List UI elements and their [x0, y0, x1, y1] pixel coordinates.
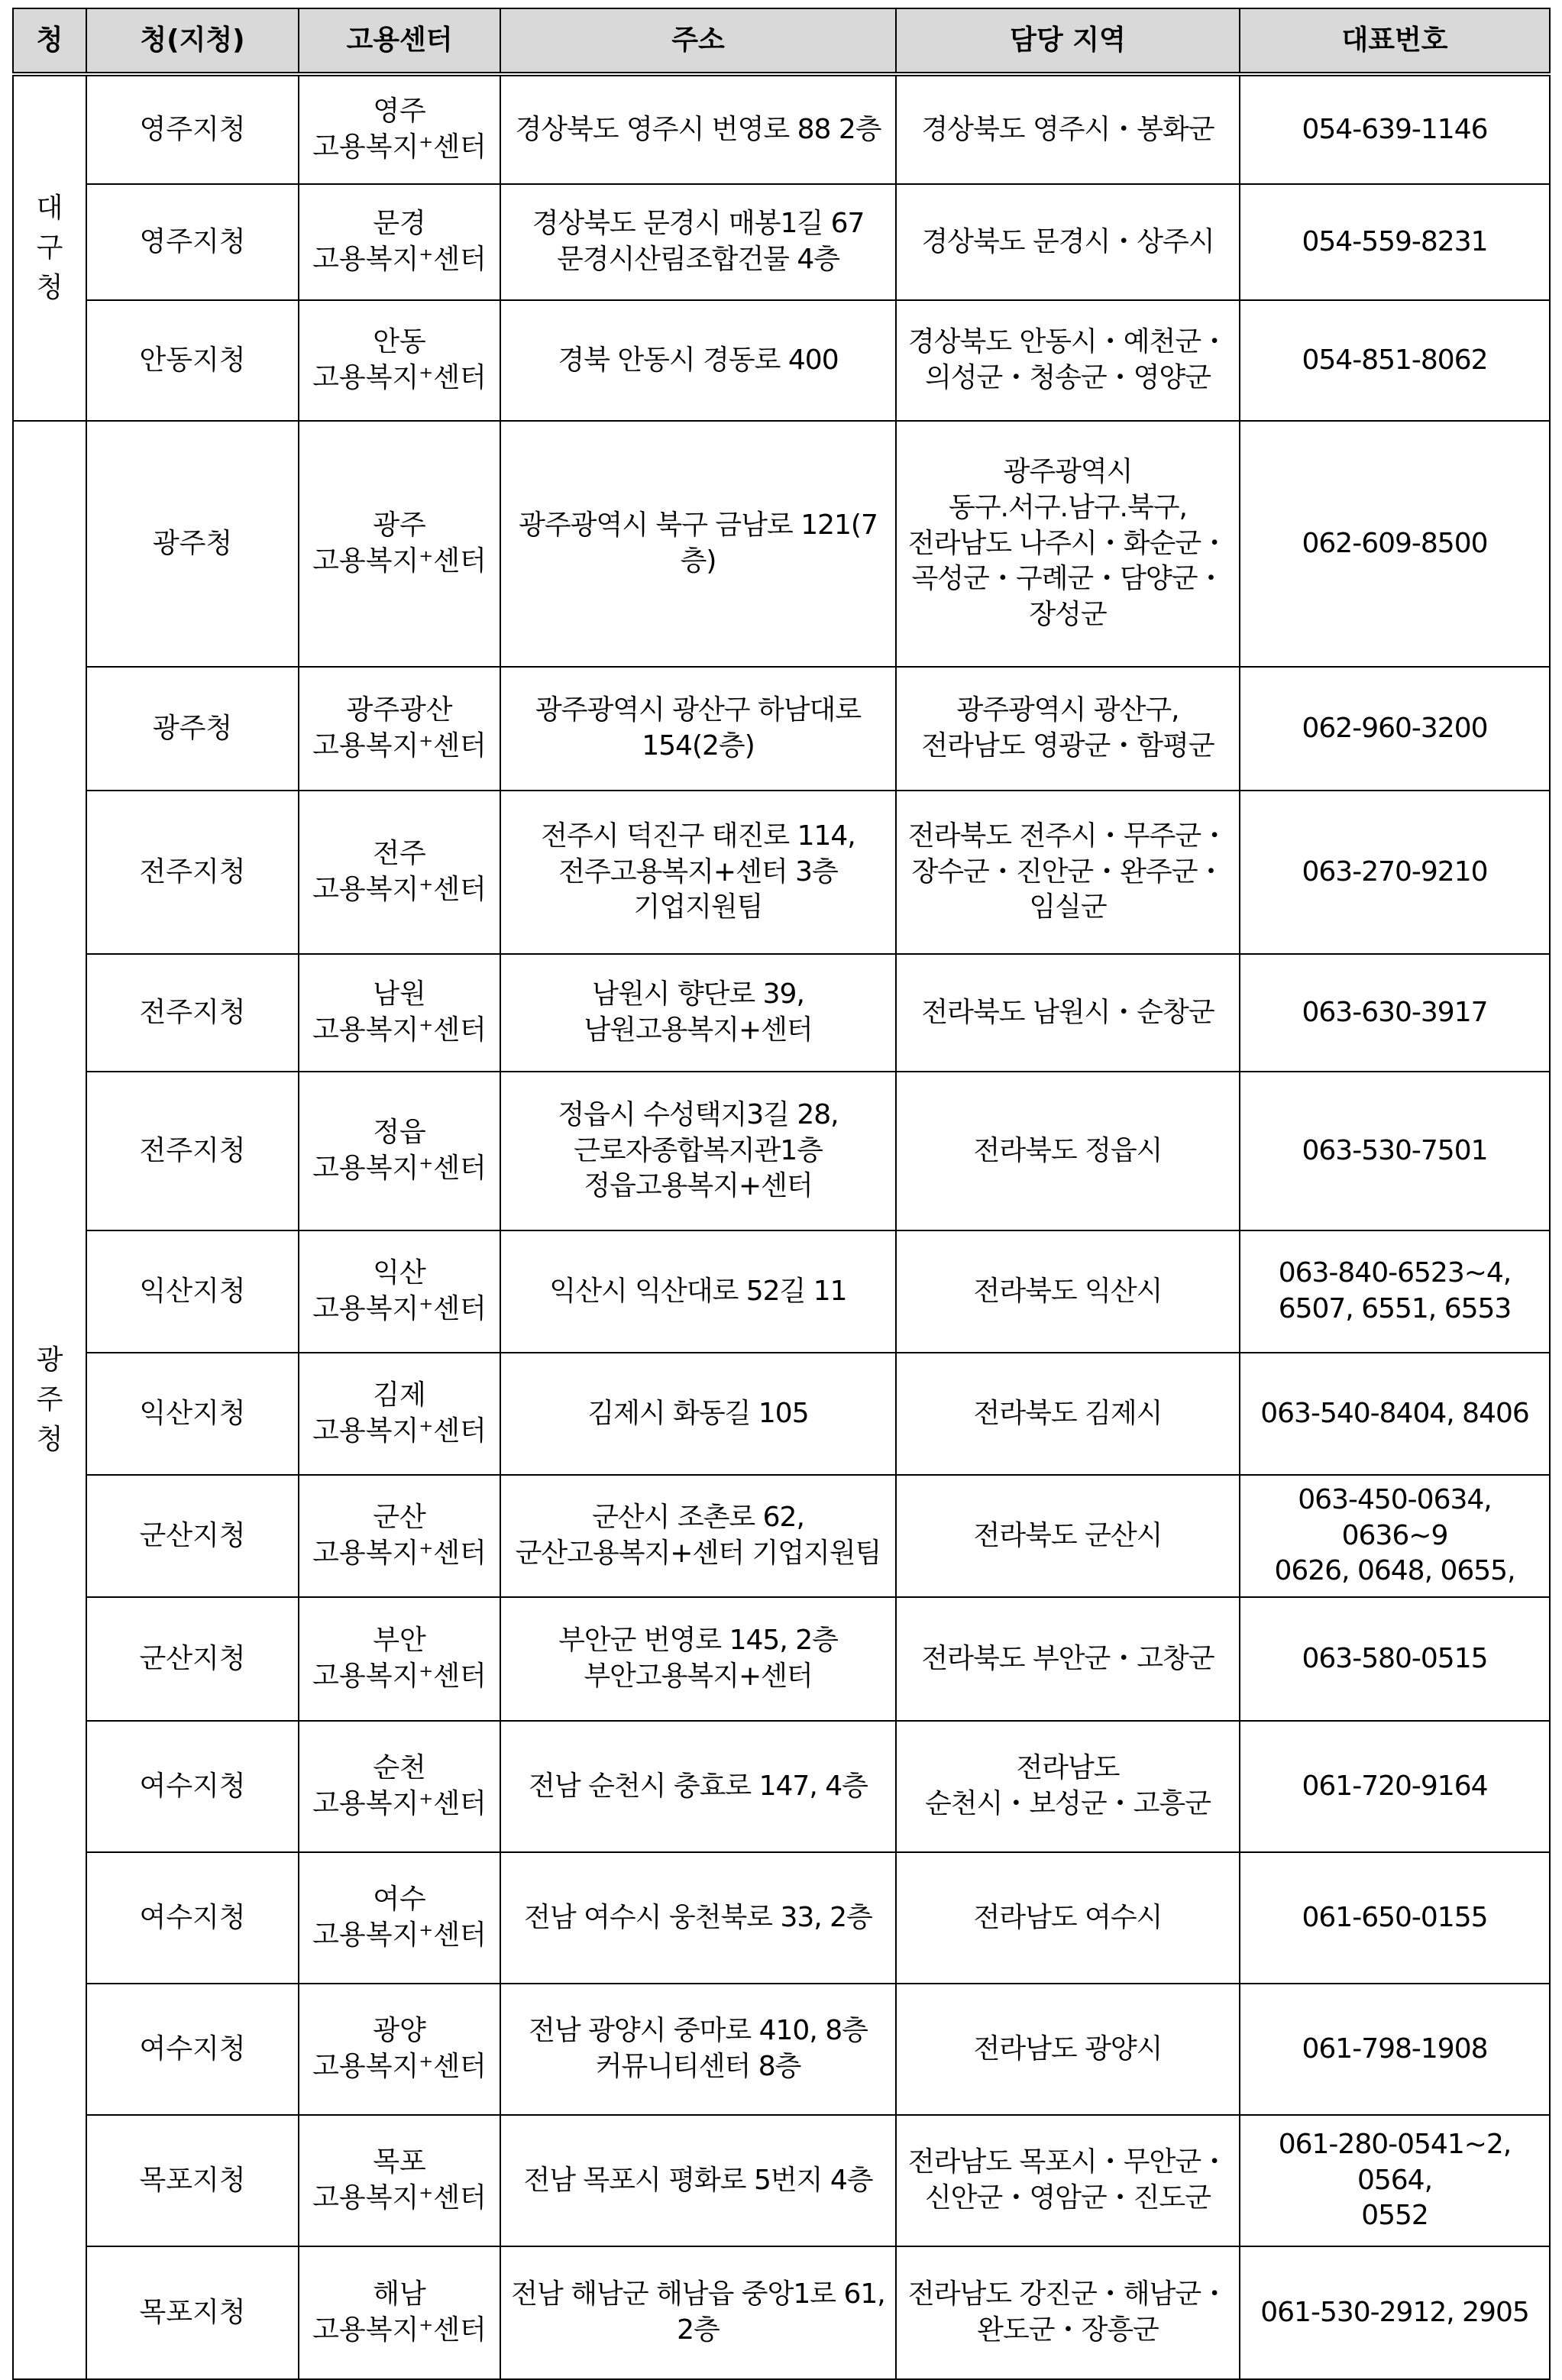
address-cell [500, 1230, 896, 1353]
center-cell [299, 1475, 500, 1597]
cell-line: 근로자종합복지관1층 [574, 1134, 823, 1166]
cell-line: 경상북도 문경시・상주시 [921, 225, 1214, 257]
cell-line: 광주광역시 북구 금남로 121(7층) [519, 509, 878, 577]
address-cell [500, 421, 896, 667]
table-row [13, 2246, 1550, 2379]
cell-line: 군산시 조촌로 62, [592, 1502, 804, 1534]
cell-line: 고용복지⁺센터 [312, 1538, 487, 1569]
center-cell [299, 1230, 500, 1353]
address-cell [500, 1597, 896, 1721]
cell-line: 광주광역시 광산구, [956, 694, 1179, 726]
branch-cell: 전주지청 [86, 791, 299, 954]
cell-line: 고용복지⁺센터 [312, 545, 487, 577]
cell-line: 청 [36, 272, 63, 304]
cell-line: 061-650-0155 [1302, 1901, 1488, 1933]
area-cell [896, 667, 1240, 791]
cell-line: 의성군・청송군・영양군 [925, 362, 1211, 393]
cell-line: 고용복지⁺센터 [312, 1014, 487, 1046]
center-cell [299, 1597, 500, 1721]
cell-line: 광주광역시 [1003, 456, 1133, 487]
cell-line: 고용복지⁺센터 [312, 1788, 487, 1819]
cell-line: 경상북도 영주시・봉화군 [921, 113, 1214, 145]
cell-line: 전남 순천시 충효로 147, 4층 [529, 1770, 868, 1802]
cell-line: 전주시 덕진구 태진로 114, [541, 820, 855, 852]
center-cell [299, 2246, 500, 2379]
area-cell [896, 184, 1240, 300]
cell-line: 부안 [373, 1625, 426, 1657]
area-cell [896, 954, 1240, 1072]
table-row [13, 667, 1550, 791]
area-cell [896, 1852, 1240, 1984]
address-cell [500, 1721, 896, 1852]
cell-line: 김제시 화동길 105 [587, 1397, 809, 1429]
cell-line: 광양 [373, 2015, 426, 2047]
phone-cell [1240, 1984, 1550, 2115]
cell-line: 남원 [373, 978, 426, 1011]
phone-cell [1240, 1597, 1550, 1721]
cell-line: 고용복지⁺센터 [312, 730, 487, 762]
cell-line: 익산시 익산대로 52길 11 [549, 1275, 847, 1307]
branch-cell: 광주청 [86, 421, 299, 667]
cell-line: 신안군・영암군・진도군 [925, 2182, 1211, 2213]
cell-line: 광 [36, 1344, 63, 1376]
table-row [13, 184, 1550, 300]
header-address: 주소 [500, 8, 896, 74]
cell-line: 061-530-2912, 2905 [1260, 2296, 1529, 2328]
table-row [13, 421, 1550, 667]
cell-line: 063-840-6523~4, [1278, 1257, 1512, 1289]
cell-line: 완도군・장흥군 [977, 2314, 1159, 2346]
cell-line: 061-798-1908 [1302, 2032, 1488, 2065]
cell-line: 고용복지⁺센터 [312, 1153, 487, 1184]
cell-line: 전라북도 남원시・순창군 [921, 996, 1214, 1028]
cell-line: 고용복지⁺센터 [312, 1415, 487, 1447]
area-cell [896, 1721, 1240, 1852]
phone-cell [1240, 1072, 1550, 1230]
phone-cell [1240, 421, 1550, 667]
header-branch: 청(지청) [86, 8, 299, 74]
branch-cell: 여수지청 [86, 1852, 299, 1984]
address-cell [500, 667, 896, 791]
cell-line: 전라남도 강진군・해남군・ [907, 2278, 1228, 2310]
cell-line: 063-450-0634, 0636~9 [1298, 1483, 1492, 1551]
cell-line: 054-639-1146 [1302, 113, 1488, 145]
branch-cell: 영주지청 [86, 74, 299, 184]
cell-line: 전라북도 김제시 [973, 1397, 1163, 1429]
area-cell [896, 1475, 1240, 1597]
table-body [13, 74, 1550, 2379]
address-cell [500, 1072, 896, 1230]
address-cell [500, 2246, 896, 2379]
cell-line: 054-851-8062 [1302, 344, 1488, 376]
branch-cell: 전주지청 [86, 1072, 299, 1230]
cell-line: 남원시 향단로 39, [592, 978, 804, 1011]
branch-cell: 익산지청 [86, 1353, 299, 1475]
area-cell [896, 300, 1240, 421]
center-cell [299, 1072, 500, 1230]
cell-line: 정읍시 수성택지3길 28, [558, 1098, 839, 1130]
cell-line: 063-580-0515 [1302, 1642, 1488, 1674]
cell-line: 고용복지⁺센터 [312, 362, 487, 393]
table-row [13, 1721, 1550, 1852]
table-row [13, 1072, 1550, 1230]
center-cell [299, 421, 500, 667]
cell-line: 전라남도 영광군・함평군 [921, 730, 1214, 762]
phone-cell [1240, 954, 1550, 1072]
address-cell [500, 2115, 896, 2246]
cell-line: 고용복지⁺센터 [312, 2182, 487, 2213]
phone-cell [1240, 1230, 1550, 1353]
area-cell [896, 1230, 1240, 1353]
cell-line: 2층 [677, 2314, 720, 2346]
cell-line: 6507, 6551, 6553 [1278, 1293, 1512, 1324]
cell-line: 0626, 0648, 0655, [1274, 1555, 1515, 1587]
cell-line: 고용복지⁺센터 [312, 244, 487, 275]
center-cell [299, 667, 500, 791]
header-area: 담당 지역 [896, 8, 1240, 74]
cell-line: 061-720-9164 [1302, 1770, 1488, 1802]
area-cell [896, 2246, 1240, 2379]
area-cell [896, 1597, 1240, 1721]
branch-cell: 광주청 [86, 667, 299, 791]
cell-line: 광주 [373, 509, 426, 542]
cell-line: 남원고용복지+센터 [584, 1014, 813, 1046]
cell-line: 부안군 번영로 145, 2층 [558, 1625, 838, 1657]
area-cell [896, 791, 1240, 954]
cell-line: 곡성군・구례군・담양군・ [911, 563, 1224, 595]
cell-line: 전남 목포시 평화로 5번지 4층 [523, 2164, 873, 2196]
branch-cell: 목포지청 [86, 2246, 299, 2379]
center-cell [299, 74, 500, 184]
center-cell [299, 1353, 500, 1475]
cell-line: 장성군 [1029, 599, 1107, 631]
cell-line: 고용복지⁺센터 [312, 131, 487, 163]
table-row [13, 1475, 1550, 1597]
cell-line: 063-530-7501 [1302, 1134, 1488, 1166]
cell-line: 청 [36, 1424, 63, 1456]
table-row [13, 2115, 1550, 2246]
phone-cell [1240, 2246, 1550, 2379]
table-row [13, 1852, 1550, 1984]
cell-line: 부안고용복지+센터 [584, 1661, 813, 1692]
cell-line: 054-559-8231 [1302, 225, 1488, 257]
cell-line: 목포 [373, 2146, 426, 2178]
phone-cell [1240, 791, 1550, 954]
address-cell [500, 300, 896, 421]
address-cell [500, 1852, 896, 1984]
cell-line: 전남 여수시 웅천북로 33, 2층 [524, 1901, 872, 1933]
cell-line: 주 [36, 1383, 63, 1415]
cell-line: 전라북도 군산시 [973, 1519, 1163, 1551]
table-row [13, 1230, 1550, 1353]
cell-line: 여수 [373, 1884, 426, 1916]
cell-line: 062-960-3200 [1302, 712, 1488, 744]
cell-line: 경상북도 영주시 번영로 88 2층 [515, 113, 881, 145]
cell-line: 062-609-8500 [1302, 527, 1488, 559]
header-phone: 대표번호 [1240, 8, 1550, 74]
table-row [13, 1597, 1550, 1721]
center-cell [299, 1852, 500, 1984]
cell-line: 154(2층) [642, 730, 755, 762]
cell-line: 전라남도 [1016, 1752, 1120, 1784]
regional-office-cell [13, 74, 86, 421]
cell-line: 전라남도 광양시 [973, 2032, 1163, 2065]
area-cell [896, 74, 1240, 184]
cell-line: 전라남도 여수시 [973, 1901, 1163, 1933]
cell-line: 익산 [373, 1257, 426, 1289]
center-cell [299, 954, 500, 1072]
area-cell [896, 1984, 1240, 2115]
cell-line: 순천 [373, 1752, 426, 1784]
center-cell [299, 791, 500, 954]
area-cell [896, 2115, 1240, 2246]
cell-line: 전라북도 정읍시 [973, 1134, 1163, 1166]
employment-center-table [12, 8, 1551, 2380]
cell-line: 고용복지⁺센터 [312, 2051, 487, 2082]
cell-line: 전라북도 전주시・무주군・ [907, 820, 1228, 852]
cell-line: 안동 [373, 326, 426, 358]
cell-line: 정읍 [373, 1117, 426, 1149]
cell-line: 전주고용복지+센터 3층 [558, 855, 838, 888]
cell-line: 군산 [373, 1502, 426, 1534]
cell-line: 고용복지⁺센터 [312, 1293, 487, 1324]
cell-line: 전라남도 나주시・화순군・ [907, 527, 1228, 559]
phone-cell [1240, 1353, 1550, 1475]
cell-line: 영주 [373, 95, 426, 128]
area-cell [896, 1353, 1240, 1475]
branch-cell: 익산지청 [86, 1230, 299, 1353]
cell-line: 경북 안동시 경동로 400 [558, 344, 839, 376]
cell-line: 전라남도 목포시・무안군・ [907, 2146, 1228, 2178]
branch-cell: 안동지청 [86, 300, 299, 421]
center-cell [299, 184, 500, 300]
cell-line: 정읍고용복지+센터 [584, 1170, 813, 1202]
phone-cell [1240, 1852, 1550, 1984]
table-row [13, 954, 1550, 1072]
cell-line: 063-270-9210 [1302, 855, 1488, 888]
phone-cell [1240, 74, 1550, 184]
header-row [13, 8, 1550, 74]
address-cell [500, 1984, 896, 2115]
phone-cell [1240, 1721, 1550, 1852]
branch-cell: 여수지청 [86, 1984, 299, 2115]
cell-line: 문경시산림조합건물 4층 [556, 244, 840, 275]
cell-line: 전라북도 익산시 [973, 1275, 1163, 1307]
cell-line: 해남 [373, 2278, 426, 2310]
cell-line: 고용복지⁺센터 [312, 874, 487, 905]
cell-line: 고용복지⁺센터 [312, 1661, 487, 1692]
phone-cell [1240, 1475, 1550, 1597]
phone-cell [1240, 2115, 1550, 2246]
table-row [13, 1984, 1550, 2115]
address-cell [500, 184, 896, 300]
cell-line: 군산고용복지+센터 기업지원팀 [515, 1538, 881, 1569]
address-cell [500, 1353, 896, 1475]
table-header [13, 8, 1550, 74]
cell-line: 063-540-8404, 8406 [1260, 1397, 1529, 1429]
cell-line: 0552 [1361, 2200, 1428, 2232]
cell-line: 061-280-0541~2, 0564, [1278, 2128, 1512, 2196]
area-cell [896, 421, 1240, 667]
header-office: 청 [13, 8, 86, 74]
center-cell [299, 1984, 500, 2115]
header-center: 고용센터 [299, 8, 500, 74]
center-cell [299, 300, 500, 421]
cell-line: 커뮤니티센터 8층 [595, 2051, 801, 2082]
address-cell [500, 954, 896, 1072]
cell-line: 전라북도 부안군・고창군 [921, 1642, 1214, 1674]
cell-line: 기업지원팀 [633, 891, 763, 923]
table-row [13, 300, 1550, 421]
cell-line: 대 [36, 192, 63, 224]
cell-line: 순천시・보성군・고흥군 [925, 1788, 1211, 1819]
cell-line: 고용복지⁺센터 [312, 1919, 487, 1951]
cell-line: 경상북도 안동시・예천군・ [907, 326, 1228, 358]
cell-line: 광주광역시 광산구 하남대로 [535, 694, 862, 726]
branch-cell: 군산지청 [86, 1475, 299, 1597]
cell-line: 063-630-3917 [1302, 996, 1488, 1028]
cell-line: 경상북도 문경시 매봉1길 67 [532, 208, 865, 240]
address-cell [500, 791, 896, 954]
cell-line: 전남 광양시 중마로 410, 8층 [529, 2015, 868, 2047]
address-cell [500, 74, 896, 184]
table-row [13, 74, 1550, 184]
center-cell [299, 2115, 500, 2246]
phone-cell [1240, 300, 1550, 421]
cell-line: 장수군・진안군・완주군・ [911, 855, 1224, 888]
cell-line: 고용복지⁺센터 [312, 2314, 487, 2346]
table-row [13, 1353, 1550, 1475]
branch-cell: 전주지청 [86, 954, 299, 1072]
cell-line: 광주광산 [346, 694, 453, 726]
cell-line: 전주 [373, 838, 426, 870]
cell-line: 동구.서구.남구.북구, [949, 491, 1187, 523]
cell-line: 구 [36, 231, 63, 264]
regional-office-cell [13, 421, 86, 2379]
branch-cell: 군산지청 [86, 1597, 299, 1721]
address-cell [500, 1475, 896, 1597]
branch-cell: 영주지청 [86, 184, 299, 300]
cell-line: 전남 해남군 해남읍 중앙1로 61, [511, 2278, 885, 2310]
branch-cell: 여수지청 [86, 1721, 299, 1852]
cell-line: 임실군 [1029, 891, 1107, 923]
area-cell [896, 1072, 1240, 1230]
cell-line: 문경 [373, 208, 426, 240]
table-row [13, 791, 1550, 954]
cell-line: 김제 [373, 1379, 426, 1412]
center-cell [299, 1721, 500, 1852]
phone-cell [1240, 667, 1550, 791]
phone-cell [1240, 184, 1550, 300]
branch-cell: 목포지청 [86, 2115, 299, 2246]
